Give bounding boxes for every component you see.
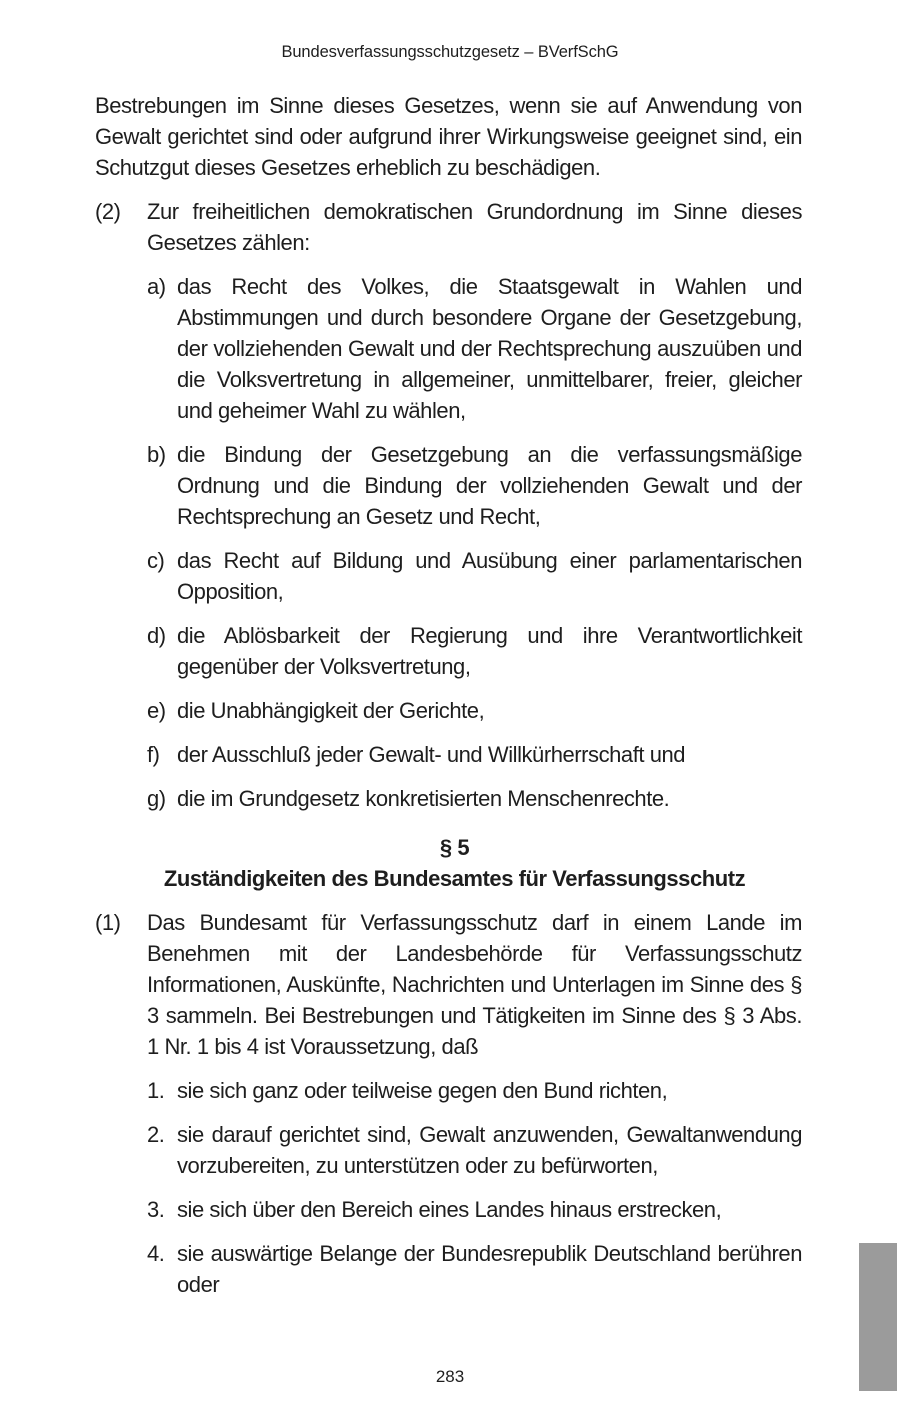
list-item-label: 4. — [147, 1241, 165, 1266]
paragraph-number: (1) — [95, 910, 121, 935]
list-item-c — [95, 545, 802, 607]
paragraph-text: Das Bundesamt für Verfassungsschutz darf in einem Lande im Benehmen mit der Landesbehörde für Verfassungsschutz Informationen, Auskünfte, Nachrichten und Unterlagen im Sinne des § 3 sammeln. Bei Bestrebungen und Tätigkeiten im Sinne des § 3 Abs. 1 Nr. 1 bis 4 ist Voraussetzung, daß — [147, 910, 802, 1059]
list-item-text: die Ablösbarkeit der Regierung und ihre Verantwortlichkeit gegenüber der Volksvertretung, — [177, 623, 802, 679]
list-item-text: sie sich über den Bereich eines Landes hinaus erstrecken, — [177, 1197, 722, 1222]
list-item-text: die Unabhängigkeit der Gerichte, — [177, 698, 485, 723]
list-item-text: das Recht des Volkes, die Staatsgewalt in Wahlen und Abstimmungen und durch besondere Organe der Gesetzgebung, der vollziehenden Gewalt und der Rechtsprechung auszuüben und die Volksvertretung in allgemeiner, unmittelbarer, freier, gleicher und geheimer Wahl zu wählen, — [177, 274, 802, 423]
numbered-item-3 — [95, 1194, 802, 1225]
list-item-label: c) — [147, 548, 165, 573]
list-item-g — [95, 783, 802, 814]
numbered-item-2 — [95, 1119, 802, 1181]
list-item-label: g) — [147, 786, 166, 811]
numbered-item-1 — [95, 1075, 802, 1106]
list-item-text: sie sich ganz oder teilweise gegen den Bund richten, — [177, 1078, 668, 1103]
list-item-label: 1. — [147, 1078, 165, 1103]
list-item-text: die im Grundgesetz konkretisierten Menschenrechte. — [177, 786, 670, 811]
page-number: 283 — [435, 1367, 465, 1386]
list-item-label: 2. — [147, 1122, 165, 1147]
list-item-e — [95, 695, 802, 726]
list-item-text: das Recht auf Bildung und Ausübung einer parlamentarischen Opposition, — [177, 548, 802, 604]
running-header: Bundesverfassungsschutzgesetz – BVerfSchG — [281, 43, 619, 61]
list-item-label: a) — [147, 274, 166, 299]
list-item-label: b) — [147, 442, 166, 467]
thumb-index-tab — [859, 1243, 897, 1391]
list-item-label: f) — [147, 742, 160, 767]
list-item-f — [95, 739, 802, 770]
list-item-a — [95, 271, 802, 426]
list-item-text: sie darauf gerichtet sind, Gewalt anzuwenden, Gewaltanwendung vorzubereiten, zu unterstützen oder zu befürworten, — [177, 1122, 802, 1178]
numbered-item-4 — [95, 1238, 802, 1300]
list-item-label: 3. — [147, 1197, 165, 1222]
section-title: Zuständigkeiten des Bundesamtes für Verfassungsschutz — [163, 866, 746, 891]
list-item-d — [95, 620, 802, 682]
paragraph-number: (2) — [95, 199, 121, 224]
intro-paragraph: Bestrebungen im Sinne dieses Gesetzes, wenn sie auf Anwendung von Gewalt gerichtet sind oder aufgrund ihrer Wirkungsweise geeignet sind, ein Schutzgut dieses Gesetzes erheblich zu beschädigen. — [95, 93, 802, 180]
list-item-text: sie auswärtige Belange der Bundesrepublik Deutschland berühren oder — [177, 1241, 802, 1297]
page-body — [95, 90, 802, 1313]
paragraph-text: Zur freiheitlichen demokratischen Grundordnung im Sinne dieses Gesetzes zählen: — [147, 199, 802, 255]
list-item-label: d) — [147, 623, 166, 648]
paragraph-2 — [95, 196, 802, 258]
list-item-label: e) — [147, 698, 166, 723]
list-item-text: der Ausschluß jeder Gewalt- und Willkürherrschaft und — [177, 742, 686, 767]
section-heading — [95, 832, 802, 894]
list-item-b — [95, 439, 802, 532]
paragraph-1 — [95, 907, 802, 1062]
list-item-text: die Bindung der Gesetzgebung an die verfassungsmäßige Ordnung und die Bindung der vollziehenden Gewalt und der Rechtsprechung an Gesetz und Recht, — [177, 442, 802, 529]
section-number: § 5 — [439, 835, 470, 860]
